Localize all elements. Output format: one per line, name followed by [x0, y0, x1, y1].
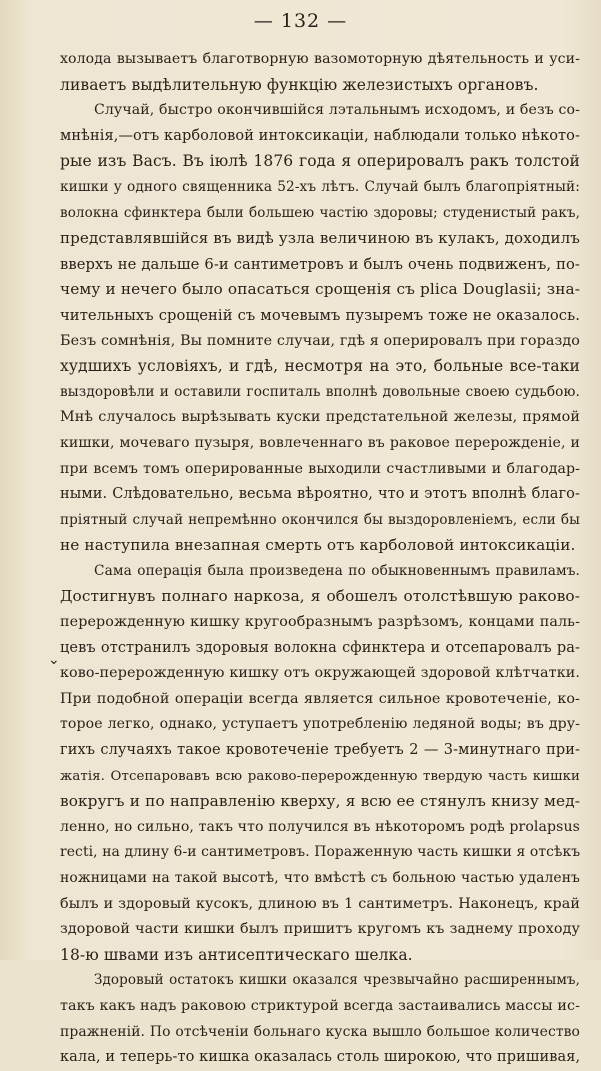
- text-line: не наступила внезапная смерть отъ карболовой интоксикаціи.: [60, 536, 576, 555]
- text-line: пріятный случай непремѣнно окончился бы выздоровленіемъ, если бы: [60, 511, 580, 528]
- text-line: Безъ сомнѣнія, Вы помните случаи, гдѣ я оперировалъ при гораздо: [60, 332, 580, 349]
- text-line: кала, и теперь-то кишка оказалась столь широкою, что пришивая,: [60, 1049, 581, 1066]
- text-line: recti, на длину 6-и сантиметровъ. Пораженную часть кишки я отсѣкъ: [60, 844, 581, 861]
- text-line: цевъ отстранилъ здоровыя волокна сфинктера и отсепаровалъ ра-: [60, 639, 580, 656]
- text-line: чительныхъ срощеній съ мочевымъ пузыремъ тоже не оказалось.: [60, 306, 580, 324]
- text-line: Здоровый остатокъ кишки оказался чрезвычайно расширеннымъ,: [94, 972, 580, 989]
- text-line: Сама операція была произведена по обыкновеннымъ правиламъ.: [94, 562, 580, 579]
- text-line: Достигнувъ полнаго наркоза, я обошелъ отолстѣвшую раково-: [60, 587, 580, 606]
- text-line: Случай, быстро окончившійся лэтальнымъ исходомъ, и безъ со-: [94, 102, 580, 119]
- text-line: гихъ случаяхъ такое кровотеченіе требуетъ 2 — 3-минутнаго при-: [60, 742, 580, 759]
- text-line: здоровой части кишки былъ пришитъ кругомъ къ заднему проходу: [60, 921, 580, 938]
- text-line: кишки, мочеваго пузыря, вовлеченнаго въ раковое перерожденіе, и: [60, 434, 580, 451]
- text-line: 18-ю швами изъ антисептическаго шелка.: [60, 945, 413, 964]
- text-line: Мнѣ случалось вырѣзывать куски предстательной железы, прямой: [60, 409, 580, 426]
- text-line: пражненій. По отсѣченіи больнаго куска вышло большое количество: [60, 1023, 580, 1040]
- text-line: былъ и здоровый кусокъ, длиною въ 1 сантиметръ. Наконецъ, край: [60, 895, 580, 912]
- text-line: мнѣнія,—отъ карболовой интоксикаціи, наблюдали только нѣкото-: [60, 127, 581, 144]
- text-line: холода вызываетъ благотворную вазомоторную дѣятельность и уси-: [60, 51, 580, 67]
- text-line: вверхъ не дальше 6-и сантиметровъ и былъ очень подвиженъ, по-: [60, 255, 580, 273]
- text-line: торое легко, однако, уступаетъ употребленію ледяной воды; въ дру-: [60, 716, 580, 733]
- text-line: кишки у одного священника 52-хъ лѣтъ. Случай былъ благопріятный:: [60, 178, 580, 195]
- text-line: вокругъ и по направленію кверху, я всю ее стянулъ книзу мед-: [60, 792, 580, 811]
- text-line: выздоровѣли и оставили госпиталь вполнѣ довольные своею судьбою.: [60, 383, 580, 400]
- text-line: худшихъ условіяхъ, и гдѣ, несмотря на это, больные все-таки: [60, 357, 580, 376]
- text-line: перерожденную кишку кругообразнымъ разрѣзомъ, концами паль-: [60, 614, 580, 631]
- text-line: волокна сфинктера были большею частію здоровы; студенистый ракъ,: [60, 204, 580, 221]
- body-text: [60, 47, 580, 1071]
- text-line: чему и нечего было опасаться срощенія съ plica Douglasii; зна-: [60, 280, 580, 299]
- text-line: ножницами на такой высотѣ, что вмѣстѣ съ больною частью удаленъ: [60, 870, 580, 886]
- text-line: ленно, но сильно, такъ что получился въ нѣкоторомъ родѣ prolapsus: [60, 818, 580, 835]
- text-line: жатія. Отсепаровавъ всю раково-перерожденную твердую часть кишки: [60, 768, 580, 784]
- text-line: При подобной операціи всегда является сильное кровотеченіе, ко-: [60, 690, 580, 707]
- text-line: такъ какъ надъ раковою стриктурой всегда застаивались массы ис-: [60, 997, 581, 1014]
- text-line: ково-перерожденную кишку отъ окружающей здоровой клѣтчатки.: [60, 665, 580, 682]
- text-line: ливаетъ выдѣлительную функцію железистыхъ органовъ.: [60, 75, 539, 94]
- margin-mark: ⌄: [48, 652, 60, 668]
- text-line: при всемъ томъ оперированные выходили счастливыми и благодар-: [60, 460, 580, 477]
- text-line: ными. Слѣдовательно, весьма вѣроятно, что и этотъ вполнѣ благо-: [60, 486, 580, 503]
- text-line: представлявшійся въ видѣ узла величиною въ кулакъ, доходилъ: [60, 229, 580, 248]
- page-number: — 132 —: [253, 10, 348, 32]
- text-line: рые изъ Васъ. Въ іюлѣ 1876 года я оперировалъ ракъ толстой: [60, 152, 580, 171]
